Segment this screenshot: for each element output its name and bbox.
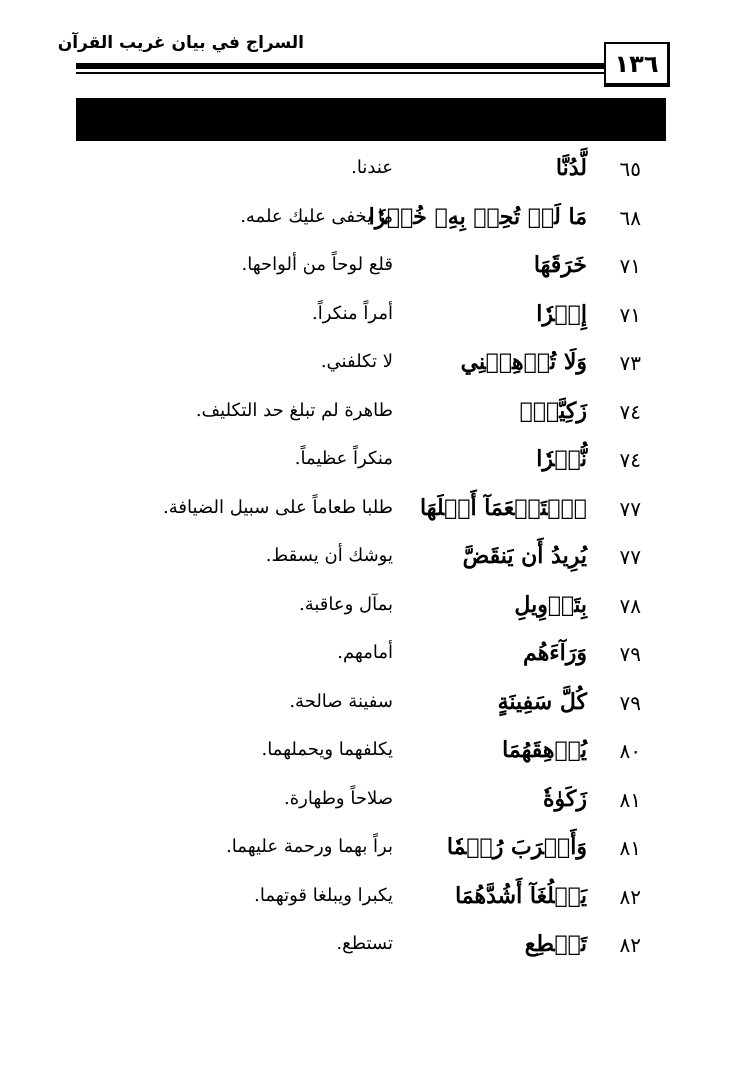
glossary-entry — [0, 870, 755, 919]
header-rule-thin — [76, 72, 606, 74]
quran-word: إِمۡرٗا — [536, 300, 587, 327]
quran-word: مَا لَمۡ تُحِطۡ بِهِۦ خُبۡرٗا — [368, 203, 587, 230]
glossary-entry — [0, 336, 755, 385]
word-meaning: عندنا. — [351, 157, 393, 178]
glossary-entry — [0, 288, 755, 337]
glossary-entry — [0, 433, 755, 482]
verse-number: ٧٣ — [619, 351, 641, 375]
word-meaning: أمراً منكراً. — [312, 302, 393, 324]
page-number: ١٣٦ — [614, 49, 659, 78]
glossary-entry — [0, 385, 755, 434]
glossary-entry — [0, 142, 755, 191]
quran-word: وَأَقۡرَبَ رُحۡمٗا — [446, 834, 587, 860]
glossary-entry — [0, 482, 755, 531]
verse-number: ٨٠ — [619, 739, 641, 763]
verse-number: ٧١ — [619, 254, 641, 278]
word-meaning: طاهرة لم تبلغ حد التكليف. — [195, 399, 393, 421]
quran-word: وَرَآءَهُم — [523, 640, 587, 666]
glossary-entry — [0, 191, 755, 240]
header-rule-thick — [76, 63, 610, 69]
quran-word: زَكَوٰةٗ — [543, 785, 587, 812]
word-meaning: يوشك أن يسقط. — [265, 545, 393, 566]
verse-number: ٧٧ — [619, 496, 641, 521]
glossary-entry — [0, 579, 755, 628]
word-meaning: بمآل وعاقبة. — [298, 593, 393, 615]
quran-word: خَرَقَهَا — [533, 252, 587, 278]
glossary-entry — [0, 724, 755, 773]
glossary-entry — [0, 821, 755, 870]
verse-number: ٨١ — [619, 787, 641, 812]
verse-number: ٧٤ — [619, 399, 641, 424]
page-number-box — [604, 42, 670, 87]
quran-word: يُرِيدُ أَن يَنقَضَّ — [462, 543, 587, 569]
verse-number: ٨١ — [619, 836, 641, 860]
quran-word: وَلَا تُرۡهِقۡنِي — [460, 349, 587, 375]
glossary-entry — [0, 918, 755, 967]
word-meaning: يكلفهما ويحملهما. — [261, 739, 393, 760]
word-meaning: صلاحاً وطهارة. — [283, 787, 393, 809]
verse-number: ٧٩ — [619, 690, 641, 715]
table-header-bar — [76, 98, 666, 141]
verse-number: ٧٤ — [619, 448, 641, 472]
quran-word: بِتَأۡوِيلِ — [514, 591, 587, 618]
word-meaning: منكراً عظيماً. — [294, 448, 393, 469]
word-meaning: براً بهما ورحمة عليهما. — [226, 836, 393, 857]
quran-word: زَكِيَّةَۢ — [519, 397, 587, 424]
verse-number: ٧٧ — [619, 545, 641, 569]
quran-word: يُرۡهِقَهُمَا — [502, 737, 587, 763]
verse-number: ٦٥ — [619, 157, 641, 181]
quran-word: ٱسۡتَطۡعَمَآ أَهۡلَهَا — [420, 494, 587, 521]
quran-word: نُّكۡرٗا — [536, 446, 587, 472]
book-title: السراج في بيان غريب القرآن — [57, 33, 304, 53]
glossary-entry — [0, 530, 755, 579]
word-meaning: ما يخفى عليك علمه. — [240, 205, 393, 227]
verse-number: ٧١ — [619, 302, 641, 327]
glossary-entry — [0, 676, 755, 725]
quran-word: تَسۡطِع — [524, 931, 587, 957]
word-meaning: أمامهم. — [337, 642, 393, 663]
verse-number: ٦٨ — [619, 205, 641, 230]
glossary-list — [0, 142, 755, 967]
word-meaning: يكبرا ويبلغا قوتهما. — [254, 884, 393, 906]
word-meaning: لا تكلفني. — [320, 351, 393, 372]
word-meaning: طلبا طعاماً على سبيل الضيافة. — [163, 496, 393, 518]
word-meaning: تستطع. — [336, 933, 393, 954]
word-meaning: سفينة صالحة. — [289, 690, 393, 712]
quran-word: كُلَّ سَفِينَةٍ — [497, 688, 587, 715]
quran-word: يَبۡلُغَآ أَشُدَّهُمَا — [455, 882, 587, 909]
quran-word: لَّدُنَّا — [555, 155, 587, 181]
verse-number: ٧٩ — [619, 642, 641, 666]
verse-number: ٨٢ — [619, 933, 641, 957]
verse-number: ٧٨ — [619, 593, 641, 618]
glossary-entry — [0, 239, 755, 288]
glossary-entry — [0, 773, 755, 822]
verse-number: ٨٢ — [619, 884, 641, 909]
word-meaning: قلع لوحاً من ألواحها. — [241, 254, 393, 275]
glossary-entry — [0, 627, 755, 676]
